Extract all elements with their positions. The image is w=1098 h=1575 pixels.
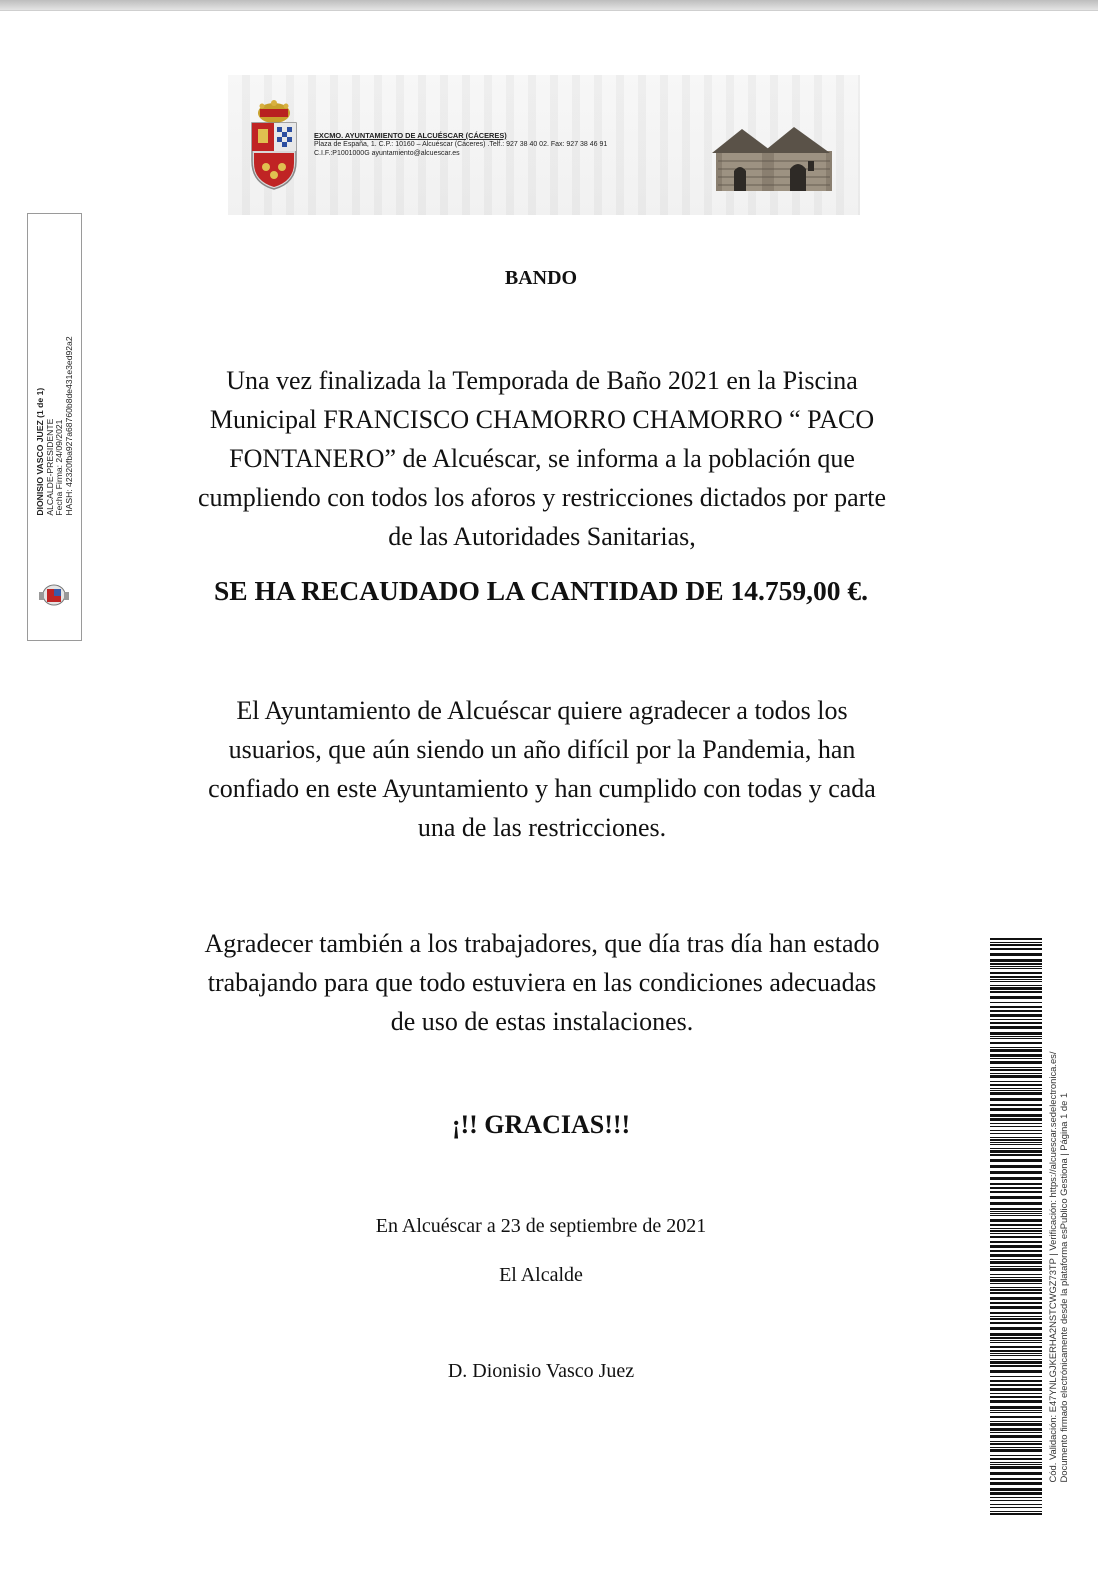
barcode-bar (990, 1447, 1042, 1448)
barcode-bar (990, 1478, 1042, 1480)
barcode-bar (990, 1233, 1042, 1234)
barcode-bar (990, 1144, 1042, 1145)
barcode-bar (990, 1432, 1042, 1433)
paragraph-line: confiado en este Ayuntamiento y han cumplido con todas y cada (208, 774, 876, 803)
barcode-bar (990, 979, 1042, 980)
barcode-bar (990, 1472, 1042, 1475)
barcode-bar (990, 1466, 1042, 1469)
barcode-bar (990, 1388, 1042, 1391)
verification-platform-line: Documento firmado electrónicamente desde la plataforma esPublico Gestiona | Página 1 de 1 (1058, 1092, 1069, 1483)
barcode-bar (990, 1421, 1042, 1422)
barcode-bar (990, 1361, 1042, 1364)
barcode-bar (990, 1108, 1042, 1111)
barcode-bar (990, 966, 1042, 967)
barcode-bar (990, 1002, 1042, 1003)
validation-barcode (990, 938, 1042, 1516)
barcode-bar (990, 1443, 1042, 1445)
barcode-bar (990, 1006, 1042, 1008)
coat-of-arms-icon (248, 99, 300, 191)
barcode-bar (990, 1340, 1042, 1341)
barcode-bar (990, 1511, 1042, 1512)
signer-name: D. Dionisio Vasco Juez (447, 1360, 635, 1382)
barcode-bar (990, 1081, 1042, 1082)
barcode-bar (990, 1268, 1042, 1271)
barcode-bar (990, 1316, 1042, 1317)
barcode-bar (990, 1183, 1042, 1185)
barcode-bar (990, 1098, 1042, 1101)
barcode-bar (990, 1492, 1042, 1495)
barcode-bar (990, 1073, 1042, 1074)
barcode-bar (990, 1342, 1042, 1343)
barcode-bar (990, 1191, 1042, 1193)
barcode-bar (990, 1259, 1042, 1260)
paragraph-line: Municipal FRANCISCO CHAMORRO CHAMORRO “ PACO (209, 405, 875, 434)
barcode-bar (990, 1279, 1042, 1282)
barcode-bar (990, 1266, 1042, 1267)
barcode-bar (990, 976, 1042, 978)
barcode-bar (990, 1038, 1042, 1039)
barcode-bar (990, 1283, 1042, 1284)
barcode-bar (990, 948, 1042, 950)
barcode-bar (990, 1274, 1042, 1275)
barcode-bar (990, 1208, 1042, 1210)
barcode-bar (990, 1376, 1042, 1377)
barcode-bar (990, 1150, 1042, 1153)
barcode-bar (990, 1154, 1042, 1156)
barcode-bar (990, 1441, 1042, 1442)
barcode-bar (990, 1513, 1042, 1515)
letterhead (228, 75, 860, 215)
barcode-bar (990, 1196, 1042, 1199)
barcode-bar (990, 1036, 1042, 1037)
barcode-bar (990, 1482, 1042, 1485)
barcode-bar (990, 1084, 1042, 1086)
barcode-bar (990, 1236, 1042, 1238)
barcode-bar (990, 1500, 1042, 1501)
barcode-bar (990, 1327, 1042, 1330)
barcode-bar (990, 968, 1042, 969)
verification-text (1047, 1052, 1069, 1483)
paragraph-thanks-users (140, 691, 944, 847)
barcode-bar (990, 1306, 1042, 1309)
barcode-bar (990, 1292, 1042, 1294)
barcode-bar (990, 1507, 1042, 1508)
barcode-bar (990, 1435, 1042, 1438)
barcode-bar (990, 1350, 1042, 1352)
barcode-bar (990, 1215, 1042, 1216)
barcode-bar (990, 1455, 1042, 1456)
signature-role: ALCALDE-PRESIDENTE (43, 418, 54, 516)
paragraph-thanks-workers (140, 924, 944, 1041)
letterhead-address: Plaza de España, 1. C.P.: 10160 – Alcuéscar (Cáceres) .Telf.: 927 38 40 02. Fax: 927 38 46 91 (314, 141, 608, 148)
barcode-bar (990, 1139, 1042, 1141)
window-top-edge (0, 0, 1098, 11)
paragraph-line: de uso de estas instalaciones. (390, 1007, 694, 1036)
barcode-bar (990, 1230, 1042, 1232)
barcode-bar (990, 1228, 1042, 1229)
barcode-bar (990, 1241, 1042, 1243)
barcode-bar (990, 1014, 1042, 1017)
barcode-bar (990, 1322, 1042, 1324)
barcode-bar (990, 1159, 1042, 1162)
barcode-bar (990, 1449, 1042, 1452)
letterhead-cif: C.I.F.:P1001000G ayuntamiento@alcuescar.es (314, 150, 460, 157)
barcode-bar (990, 1458, 1042, 1460)
barcode-bar (990, 1504, 1042, 1505)
barcode-bar (990, 1423, 1042, 1426)
barcode-bar (990, 1312, 1042, 1314)
barcode-bar (990, 963, 1042, 965)
barcode-bar (990, 1137, 1042, 1138)
paragraph-line: FONTANERO” de Alcuéscar, se informa a la población que (229, 444, 855, 473)
signature-signer: DIONISIO VASCO JUEZ (1 de 1) (34, 387, 45, 516)
verification-code-line: Cód. Validación: E47YNLGJKERHA2NSTCWGZ73TP | Verificación: https://alcuescar.sedelectronica.es/ (1047, 1051, 1058, 1483)
barcode-bar (990, 1406, 1042, 1409)
barcode-bar (990, 953, 1042, 956)
barcode-bar (990, 1380, 1042, 1382)
paragraph-line: una de las restricciones. (417, 813, 667, 842)
barcode-bar (990, 1462, 1042, 1463)
barcode-bar (990, 1187, 1042, 1189)
barcode-bar (990, 1069, 1042, 1071)
barcode-bar (990, 1118, 1042, 1121)
barcode-bar (990, 1042, 1042, 1044)
barcode-bar (990, 1289, 1042, 1291)
barcode-bar (990, 1254, 1042, 1257)
barcode-bar (990, 1384, 1042, 1386)
barcode-bar (990, 1213, 1042, 1214)
signer-title: El Alcalde (499, 1264, 583, 1286)
barcode-bar (990, 1333, 1042, 1336)
paragraph-line: de las Autoridades Sanitarias, (388, 522, 696, 551)
barcode-bar (990, 1090, 1042, 1091)
letterhead-title: EXCMO. AYUNTAMIENTO DE ALCUÉSCAR (CÁCERES) (314, 131, 507, 140)
barcode-bar (990, 1370, 1042, 1373)
barcode-bar (990, 1049, 1042, 1052)
signature-date: Fecha Firma: 24/09/2021 (53, 419, 64, 516)
barcode-bar (990, 1318, 1042, 1320)
barcode-bar (990, 991, 1042, 993)
barcode-bar (990, 1092, 1042, 1095)
letterhead-text (314, 131, 714, 158)
barcode-bar (990, 959, 1042, 962)
barcode-bar (990, 1165, 1042, 1168)
barcode-bar (990, 1287, 1042, 1288)
amount-statement: SE HA RECAUDADO LA CANTIDAD DE 14.759,00 €. (214, 575, 868, 606)
barcode-bar (990, 944, 1042, 946)
paragraph-line: trabajando para que todo estuviera en las condiciones adecuadas (207, 968, 877, 997)
barcode-bar (990, 1104, 1042, 1106)
barcode-bar (990, 985, 1042, 986)
barcode-bar (990, 1355, 1042, 1356)
church-building-image (712, 121, 836, 193)
barcode-bar (990, 1396, 1042, 1398)
thanks-heading: ¡!! GRACIAS!!! (451, 1110, 631, 1139)
barcode-bar (990, 1054, 1042, 1057)
barcode-bar (990, 1219, 1042, 1222)
barcode-bar (990, 1022, 1042, 1024)
barcode-bar (990, 1010, 1042, 1012)
barcode-bar (990, 996, 1042, 999)
barcode-bar (990, 1133, 1042, 1134)
barcode-bar (990, 1353, 1042, 1354)
paragraph-line: El Ayuntamiento de Alcuéscar quiere agradecer a todos los (236, 696, 848, 725)
document-heading: BANDO (504, 267, 578, 289)
place-and-date: En Alcuéscar a 23 de septiembre de 2021 (375, 1215, 707, 1237)
barcode-bar (990, 1245, 1042, 1248)
barcode-bar (990, 1126, 1042, 1127)
barcode-bar (990, 1488, 1042, 1491)
barcode-bar (990, 1047, 1042, 1048)
barcode-bar (990, 938, 1042, 940)
barcode-bar (990, 1410, 1042, 1411)
barcode-bar (990, 1130, 1042, 1131)
barcode-bar (990, 1261, 1042, 1264)
barcode-bar (990, 1400, 1042, 1403)
signature-text (35, 336, 73, 515)
paragraph-line: Agradecer también a los trabajadores, que día tras día han estado (204, 929, 880, 958)
barcode-bar (990, 1302, 1042, 1304)
barcode-bar (990, 1346, 1042, 1348)
barcode-bar (990, 1058, 1042, 1059)
signature-hash: HASH: 42320fba927a68760b8de431e3ed92a2 (63, 336, 74, 516)
barcode-bar (990, 1177, 1042, 1180)
barcode-bar (990, 1365, 1042, 1367)
barcode-bar (990, 1026, 1042, 1029)
barcode-bar (990, 1412, 1042, 1413)
barcode-bar (990, 1019, 1042, 1020)
barcode-bar (990, 1224, 1042, 1226)
barcode-bar (990, 1416, 1042, 1418)
barcode-bar (990, 1171, 1042, 1174)
barcode-bar (990, 1148, 1042, 1149)
barcode-bar (990, 972, 1042, 974)
barcode-bar (990, 1032, 1042, 1035)
barcode-bar (990, 1114, 1042, 1117)
barcode-bar (990, 987, 1042, 990)
barcode-bar (990, 1211, 1042, 1212)
paragraph-line: cumpliendo con todos los aforos y restricciones dictados por parte (197, 483, 887, 512)
barcode-bar (990, 1202, 1042, 1205)
barcode-bar (990, 1142, 1042, 1143)
barcode-bar (990, 1393, 1042, 1394)
barcode-bar (990, 1497, 1042, 1498)
barcode-bar (990, 1123, 1042, 1124)
barcode-bar (990, 1359, 1042, 1360)
barcode-bar (990, 1075, 1042, 1078)
paragraph-closing-season (140, 361, 944, 556)
barcode-bar (990, 981, 1042, 982)
barcode-bar (990, 1337, 1042, 1339)
barcode-bar (990, 1088, 1042, 1089)
barcode-bar (990, 1464, 1042, 1465)
barcode-bar (990, 1250, 1042, 1252)
barcode-bar (990, 942, 1042, 943)
paragraph-line: usuarios, que aún siendo un año difícil por la Pandemia, han (228, 735, 856, 764)
barcode-bar (990, 1428, 1042, 1431)
barcode-bar (990, 1061, 1042, 1064)
paragraph-line: Una vez finalizada la Temporada de Baño 2021 en la Piscina (226, 366, 858, 395)
barcode-bar (990, 1297, 1042, 1300)
barcode-bar (990, 1067, 1042, 1068)
barcode-bar (990, 1277, 1042, 1278)
